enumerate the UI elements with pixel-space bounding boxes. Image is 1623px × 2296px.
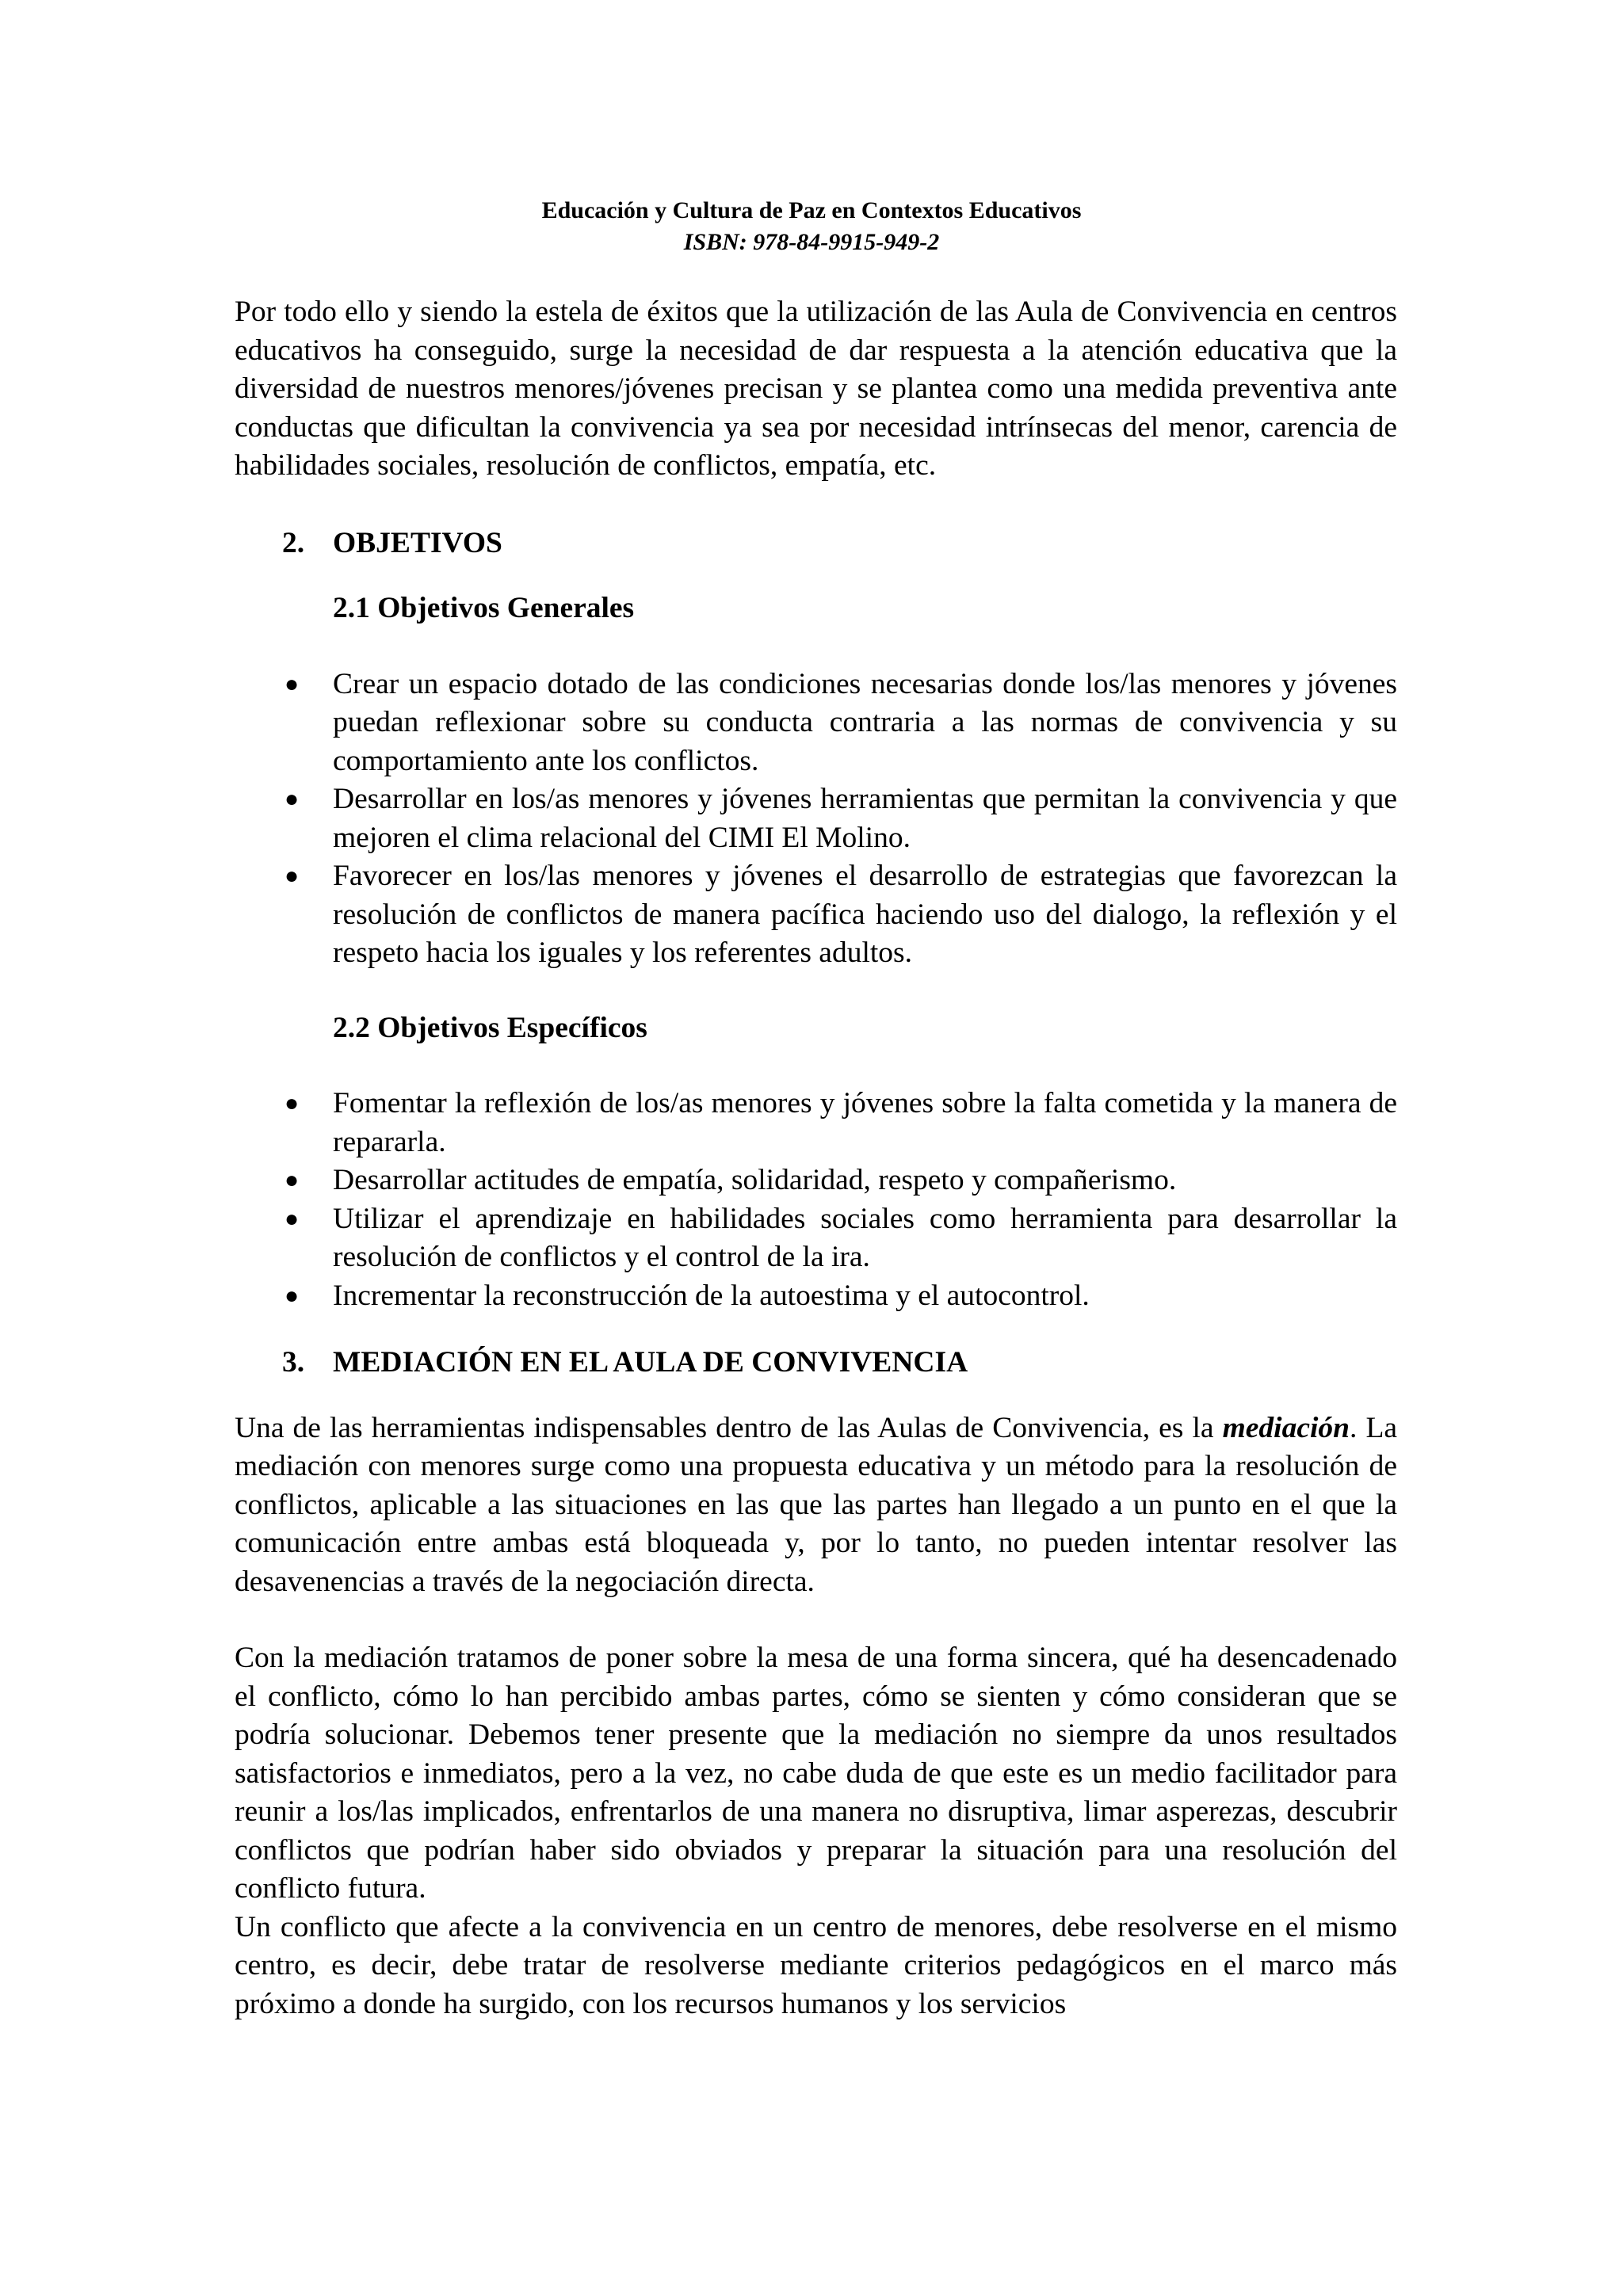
bullet-icon: ● — [285, 786, 300, 812]
list-item-text: Crear un espacio dotado de las condiciones necesarias donde los/las menores y jóvenes puedan reflexionar sobre su conducta contraria a las normas de convivencia y su comportamiento ante los conflictos. — [333, 667, 1397, 777]
section-2-title: OBJETIVOS — [333, 526, 502, 559]
bullet-icon: ● — [285, 1090, 300, 1116]
list-item-text: Favorecer en los/las menores y jóvenes el desarrollo de estrategias que favorezcan la resolución de conflictos de manera pacífica haciendo uso del dialogo, la reflexión y el respeto hacia los iguales y los referentes adultos. — [333, 860, 1397, 969]
list-item-text: Incrementar la reconstrucción de la autoestima y el autocontrol. — [333, 1279, 1090, 1312]
mediation-paragraph-3: Un conflicto que afecte a la convivencia en un centro de menores, debe resolverse en el mismo centro, es decir, debe tratar de resolverse mediante criterios pedagógicos en el marco más próximo a donde ha surgido, con los recursos humanos y los servicios — [235, 1910, 1397, 2020]
page-header — [0, 195, 1623, 258]
bullet-icon: ● — [285, 1282, 300, 1309]
specific-objectives-list — [235, 1085, 1397, 1315]
emphasis-mediacion: mediación — [1222, 1411, 1350, 1444]
mediation-paragraph-1 — [235, 1409, 1397, 1602]
section-2-number: 2. — [282, 526, 305, 559]
intro-paragraph: Por todo ello y siendo la estela de éxitos que la utilización de las Aula de Convivencia en centros educativos ha conseguido, surge la necesidad de dar respuesta a la atención educativa que la diversidad de nuestros menores/jóvenes precisan y se plantea como una medida preventiva ante conductas que dificultan la convivencia ya sea por necesidad intrínsecas del menor, carencia de habilidades sociales, resolución de conflictos, empatía, etc. — [235, 296, 1397, 482]
list-item — [285, 857, 1397, 973]
list-item — [285, 1200, 1397, 1277]
mediation-paragraph-2: Con la mediación tratamos de poner sobre la mesa de una forma sincera, qué ha desencadenado el conflicto, cómo lo han percibido ambas partes, cómo se sienten y cómo consideran que se podría solucionar. Debemos tener presente que la mediación no siempre da unos resultados satisfactorios e inmediatos, pero a la vez, no cabe duda de que este es un medio facilitador para reunir a los/las implicados, enfrentarlos de una manera no disruptiva, limar asperezas, descubrir conflictos que podrían haber sido obviados y preparar la situación para una resolución del conflicto futura. — [235, 1642, 1397, 1905]
general-objectives-list — [235, 666, 1397, 973]
section-2-heading — [235, 524, 1397, 563]
subsection-2-1-heading: 2.1 Objetivos Generales — [333, 592, 635, 624]
subsection-2-2-heading: 2.2 Objetivos Específicos — [333, 1011, 647, 1044]
paragraph-text: . La mediación con menores surge como una propuesta educativa y un método para la resolución de conflictos, aplicable a las situaciones en las que las partes han llegado a un punto en el que la comunicación entre ambas está bloqueada y, por lo tanto, no pueden intentar resolver las desavenencias a través de la negociación directa. — [235, 1411, 1397, 1598]
list-item-text: Fomentar la reflexión de los/as menores y jóvenes sobre la falta cometida y la manera de repararla. — [333, 1087, 1397, 1158]
paragraph-text: Una de las herramientas indispensables dentro de las Aulas de Convivencia, es la — [235, 1411, 1223, 1444]
list-item-text: Utilizar el aprendizaje en habilidades sociales como herramienta para desarrollar la resolución de conflictos y el control de la ira. — [333, 1202, 1397, 1273]
bullet-icon: ● — [285, 670, 300, 697]
section-3-title: MEDIACIÓN EN EL AULA DE CONVIVENCIA — [333, 1346, 968, 1379]
list-item — [285, 1277, 1397, 1316]
list-item — [285, 780, 1397, 857]
bullet-icon: ● — [285, 1167, 300, 1193]
bullet-icon: ● — [285, 1205, 300, 1232]
document-body — [235, 293, 1397, 2023]
list-item-text: Desarrollar en los/as menores y jóvenes herramientas que permitan la convivencia y que mejoren el clima relacional del CIMI El Molino. — [333, 783, 1397, 854]
section-3-heading — [235, 1344, 1397, 1383]
list-item — [285, 666, 1397, 781]
list-item — [285, 1085, 1397, 1161]
bullet-icon: ● — [285, 863, 300, 889]
list-item-text: Desarrollar actitudes de empatía, solidaridad, respeto y compañerismo. — [333, 1164, 1177, 1196]
section-3-number: 3. — [282, 1346, 305, 1379]
list-item — [285, 1161, 1397, 1200]
header-title: Educación y Cultura de Paz en Contextos Educativos — [541, 197, 1082, 223]
header-isbn: ISBN: 978-84-9915-949-2 — [683, 229, 940, 255]
